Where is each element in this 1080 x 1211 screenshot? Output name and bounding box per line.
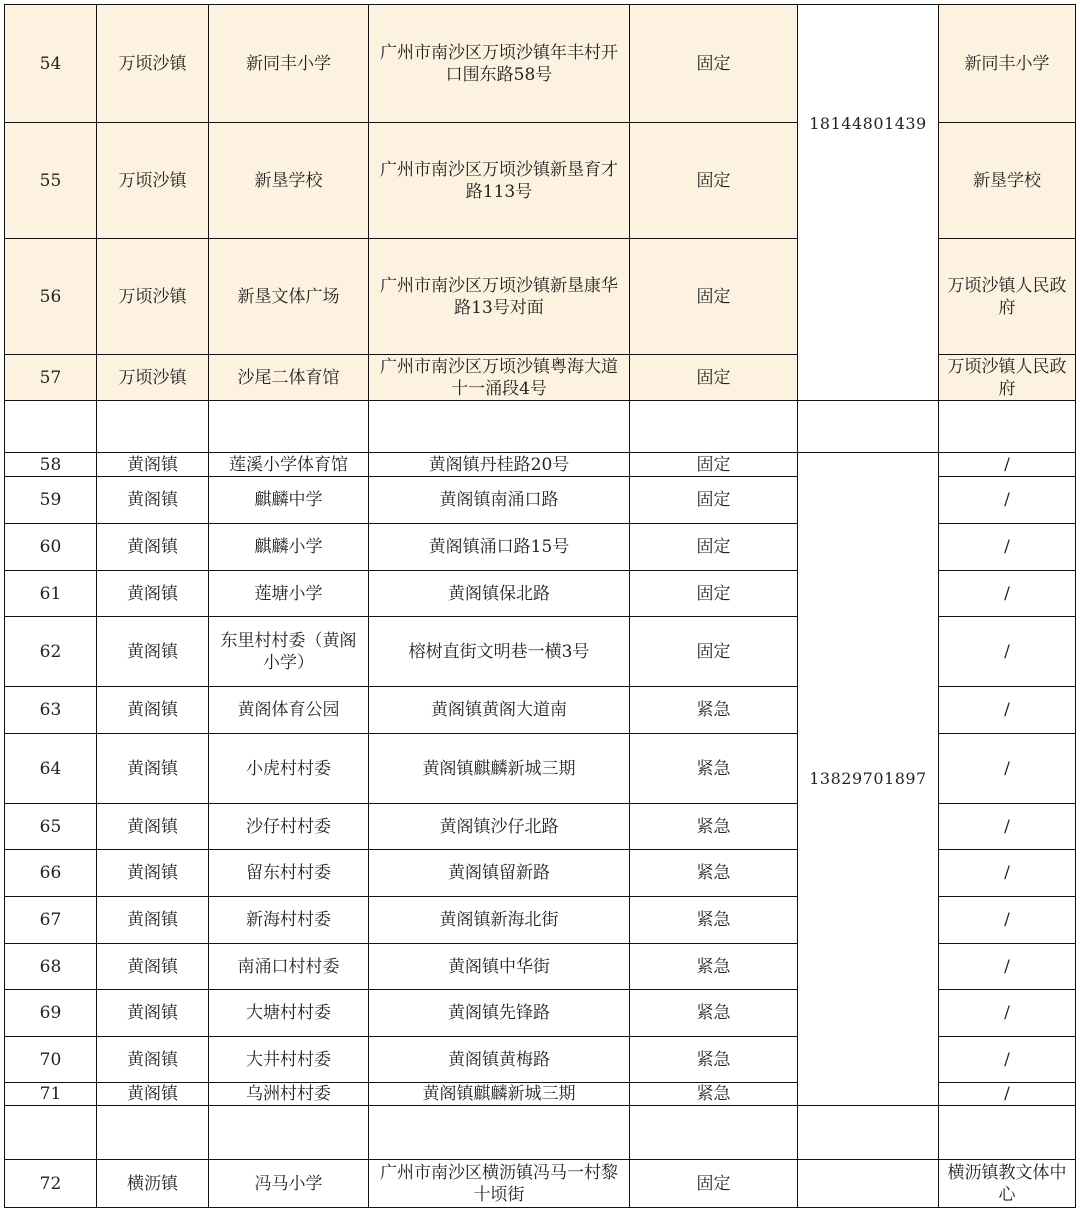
row-number: 60 [4, 523, 97, 571]
responsible-unit: / [938, 803, 1076, 850]
site-name: 南涌口村村委 [208, 943, 369, 990]
site-type: 固定 [629, 1159, 798, 1208]
blank-cell [797, 400, 939, 453]
site-name: 麒麟小学 [208, 523, 369, 571]
contact-phone: 13829701897 [797, 452, 939, 1106]
site-name: 留东村村委 [208, 849, 369, 897]
responsible-unit: / [938, 523, 1076, 571]
row-number: 58 [4, 452, 97, 477]
site-address: 黄阁镇黄梅路 [368, 1036, 630, 1083]
town-name: 横沥镇 [96, 1159, 209, 1208]
blank-cell [208, 1105, 369, 1160]
site-type: 紧急 [629, 686, 798, 734]
site-type: 紧急 [629, 896, 798, 944]
row-number: 57 [4, 354, 97, 401]
site-type: 固定 [629, 476, 798, 524]
site-name: 小虎村村委 [208, 733, 369, 804]
blank-cell [96, 1105, 209, 1160]
site-address: 黄阁镇保北路 [368, 570, 630, 617]
site-type: 固定 [629, 452, 798, 477]
site-address: 广州市南沙区横沥镇冯马一村黎十顷街 [368, 1159, 630, 1208]
row-number: 59 [4, 476, 97, 524]
site-name: 东里村村委（黄阁小学） [208, 616, 369, 687]
site-name: 麒麟中学 [208, 476, 369, 524]
town-name: 黄阁镇 [96, 452, 209, 477]
row-number: 63 [4, 686, 97, 734]
site-type: 紧急 [629, 1036, 798, 1083]
responsible-unit: 新同丰小学 [938, 4, 1076, 123]
site-name: 冯马小学 [208, 1159, 369, 1208]
row-number: 54 [4, 4, 97, 123]
site-address: 黄阁镇新海北街 [368, 896, 630, 944]
site-type: 固定 [629, 4, 798, 123]
contact-phone: 18144801439 [797, 4, 939, 401]
blank-cell [4, 400, 97, 453]
site-address: 广州市南沙区万顷沙镇年丰村开口围东路58号 [368, 4, 630, 123]
site-address: 黄阁镇留新路 [368, 849, 630, 897]
site-address: 榕树直街文明巷一横3号 [368, 616, 630, 687]
responsible-unit: 万顷沙镇人民政府 [938, 238, 1076, 355]
site-type: 紧急 [629, 733, 798, 804]
row-number: 62 [4, 616, 97, 687]
site-address: 黄阁镇南涌口路 [368, 476, 630, 524]
town-name: 黄阁镇 [96, 1082, 209, 1106]
site-type: 固定 [629, 354, 798, 401]
row-number: 56 [4, 238, 97, 355]
blank-cell [368, 400, 630, 453]
site-address: 黄阁镇黄阁大道南 [368, 686, 630, 734]
row-number: 55 [4, 122, 97, 239]
row-number: 72 [4, 1159, 97, 1208]
site-type: 紧急 [629, 989, 798, 1037]
responsible-unit: / [938, 616, 1076, 687]
site-address: 黄阁镇中华街 [368, 943, 630, 990]
responsible-unit: 新垦学校 [938, 122, 1076, 239]
responsible-unit: 横沥镇教文体中心 [938, 1159, 1076, 1208]
site-type: 固定 [629, 570, 798, 617]
town-name: 万顷沙镇 [96, 4, 209, 123]
site-name: 沙仔村村委 [208, 803, 369, 850]
row-number: 66 [4, 849, 97, 897]
responsible-unit: / [938, 686, 1076, 734]
site-name: 黄阁体育公园 [208, 686, 369, 734]
blank-cell [938, 1105, 1076, 1160]
site-address: 广州市南沙区万顷沙镇新垦康华路13号对面 [368, 238, 630, 355]
town-name: 万顷沙镇 [96, 354, 209, 401]
site-type: 紧急 [629, 1082, 798, 1106]
town-name: 黄阁镇 [96, 849, 209, 897]
town-name: 黄阁镇 [96, 570, 209, 617]
site-name: 莲溪小学体育馆 [208, 452, 369, 477]
site-type: 固定 [629, 616, 798, 687]
site-name: 莲塘小学 [208, 570, 369, 617]
town-name: 黄阁镇 [96, 943, 209, 990]
blank-cell [208, 400, 369, 453]
site-address: 黄阁镇涌口路15号 [368, 523, 630, 571]
site-address: 黄阁镇丹桂路20号 [368, 452, 630, 477]
responsible-unit: / [938, 1036, 1076, 1083]
town-name: 万顷沙镇 [96, 238, 209, 355]
responsible-unit: / [938, 476, 1076, 524]
blank-cell [4, 1105, 97, 1160]
site-name: 新海村村委 [208, 896, 369, 944]
site-type: 固定 [629, 238, 798, 355]
responsible-unit: / [938, 989, 1076, 1037]
row-number: 64 [4, 733, 97, 804]
row-number: 70 [4, 1036, 97, 1083]
row-number: 61 [4, 570, 97, 617]
site-name: 新垦文体广场 [208, 238, 369, 355]
blank-cell [629, 400, 798, 453]
site-name: 新同丰小学 [208, 4, 369, 123]
row-number: 67 [4, 896, 97, 944]
site-name: 乌洲村村委 [208, 1082, 369, 1106]
blank-cell [96, 400, 209, 453]
blank-cell [629, 1105, 798, 1160]
town-name: 黄阁镇 [96, 523, 209, 571]
site-name: 新垦学校 [208, 122, 369, 239]
responsible-unit: / [938, 943, 1076, 990]
responsible-unit: / [938, 1082, 1076, 1106]
row-number: 69 [4, 989, 97, 1037]
site-name: 大塘村村委 [208, 989, 369, 1037]
town-name: 黄阁镇 [96, 476, 209, 524]
town-name: 黄阁镇 [96, 803, 209, 850]
site-name: 大井村村委 [208, 1036, 369, 1083]
town-name: 黄阁镇 [96, 989, 209, 1037]
contact-phone-empty [797, 1159, 939, 1208]
town-name: 黄阁镇 [96, 1036, 209, 1083]
responsible-unit: / [938, 733, 1076, 804]
town-name: 黄阁镇 [96, 733, 209, 804]
blank-cell [938, 400, 1076, 453]
site-address: 广州市南沙区万顷沙镇粤海大道十一涌段4号 [368, 354, 630, 401]
row-number: 71 [4, 1082, 97, 1106]
site-address: 黄阁镇沙仔北路 [368, 803, 630, 850]
site-type: 紧急 [629, 803, 798, 850]
row-number: 65 [4, 803, 97, 850]
responsible-unit: / [938, 452, 1076, 477]
site-address: 黄阁镇麒麟新城三期 [368, 1082, 630, 1106]
site-name: 沙尾二体育馆 [208, 354, 369, 401]
site-type: 紧急 [629, 943, 798, 990]
town-name: 黄阁镇 [96, 686, 209, 734]
site-address: 黄阁镇先锋路 [368, 989, 630, 1037]
site-type: 紧急 [629, 849, 798, 897]
site-address: 黄阁镇麒麟新城三期 [368, 733, 630, 804]
responsible-unit: 万顷沙镇人民政府 [938, 354, 1076, 401]
site-type: 固定 [629, 122, 798, 239]
town-name: 黄阁镇 [96, 896, 209, 944]
blank-cell [797, 1105, 939, 1160]
row-number: 68 [4, 943, 97, 990]
blank-cell [368, 1105, 630, 1160]
responsible-unit: / [938, 570, 1076, 617]
site-address: 广州市南沙区万顷沙镇新垦育才路113号 [368, 122, 630, 239]
site-type: 固定 [629, 523, 798, 571]
responsible-unit: / [938, 896, 1076, 944]
town-name: 黄阁镇 [96, 616, 209, 687]
town-name: 万顷沙镇 [96, 122, 209, 239]
responsible-unit: / [938, 849, 1076, 897]
